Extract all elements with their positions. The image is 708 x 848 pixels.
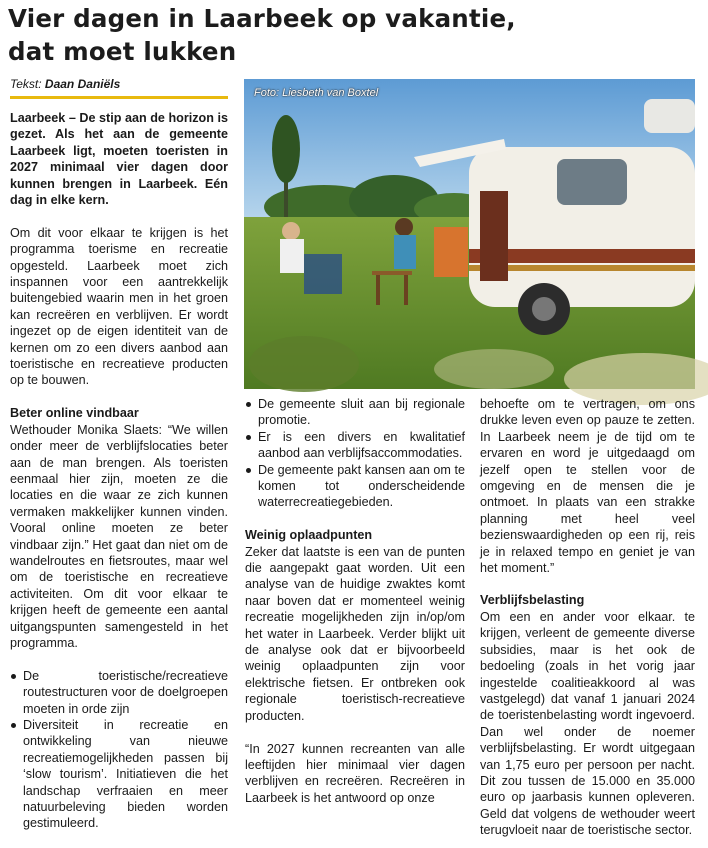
subheading-oplaadpunten: Weinig oplaadpunten [245,528,373,543]
lead-paragraph: Laarbeek – De stip aan de horizon is gezet. Als het aan de gemeente Laarbeek ligt, moeten toeristen in 2027 minimaal vier dagen door kunnen brengen in Laarbeek. Eén dag in elke kern. [10,111,228,208]
camper-photo-illustration [244,79,695,389]
column-1 [10,110,228,848]
paragraph-4-quote: “In 2027 kunnen recreanten van alle leeftijden hier minimaal vier dagen verblijven en recreëren. Recreëren in Laarbeek is het antwoord op onze [245,741,465,805]
article-photo [244,79,695,389]
column-2 [245,396,465,806]
list-item: Er is een divers en kwalitatief aanbod aan verblijfsaccommodaties. [245,429,465,462]
paragraph-1: Om dit voor elkaar te krijgen is het programma toerisme en recreatie opgesteld. Laarbeek moet zich inspannen voor een aantrekkelijk buitengebied waarin men in het groen kan recreëren en verblijven. Er wordt ingezet op de eigen identiteit van de kernen om zo een divers aanbod aan toeristische en recreatieve producten op te bouwen. [10,225,228,388]
byline-prefix: Tekst: [10,77,42,91]
byline-author: Daan Daniëls [44,77,121,91]
byline [10,76,228,92]
headline-line-2: dat moet lukken [8,37,237,66]
list-item: De gemeente sluit aan bij regionale promotie. [245,396,465,429]
headline [8,2,698,68]
quote-continuation [480,396,695,576]
byline-rule [10,96,228,99]
subheading-verblijfsbelasting: Verblijfsbelasting [480,593,585,608]
list-item: De toeristische/recreatieve routestructuren voor de doelgroepen moeten in orde zijn [10,668,228,717]
headline-line-1: Vier dagen in Laarbeek op vakantie, [8,4,516,33]
quote-continuation-text: behoefte om te vertragen, om ons drukke leven even op pauze te zetten. In Laarbeek neem je de tijd om te ervaren en word je uitgedaagd om jezelf open te stellen voor de omgeving en de mensen die je ontmoet. In plaats van een strakke planning met heel veel bezienswaardigheden op een rij, reis je in relaxed tempo en geniet je van het moment.” [480,397,695,576]
bullet-list-1 [10,668,228,832]
list-item: De gemeente pakt kansen aan om te komen tot onderscheidende waterrecreatiegebieden. [245,462,465,511]
subheading-online: Beter online vindbaar [10,406,139,421]
bullet-list-2 [245,396,465,511]
column-3 [480,396,695,839]
paragraph-5: Om een en ander voor elkaar. te krijgen, verleent de gemeente diverse subsidies, maar is het ook de bedoeling (zoals in het vorig jaar ingestelde coalitieakkoord al was vastgelegd) dat vanaf 1 januari 2024 de toeristenbelasting wordt ingevoerd. Dan wel onder de noemer verblijfsbelasting. Er wordt uitgegaan van 1,75 euro per persoon per nacht. Dit zou tussen de 15.000 en 35.000 euro op jaarbasis kunnen opleveren. Geld dat volgens de wethouder weert terugvloeit naar de toeristische sector. [480,609,695,838]
list-item: Diversiteit in recreatie en ontwikkeling van nieuwe recreatiemogelijkheden passen bij ‘slow tourism’. Initiatieven die het landschap verfraaien en meer natuurbeleving bieden worden gestimuleerd. [10,717,228,832]
photo-credit: Foto: Liesbeth van Boxtel [254,87,379,99]
paragraph-3: Zeker dat laatste is een van de punten die aangepakt gaat worden. Uit een analyse van de huidige zwaktes komt naar boven dat er momenteel weinig recreatie mogelijkheden zijn in/op/om het water in Laarbeek. Verder blijkt uit de analyse ook dat er bijvoorbeeld weinig oplaadpunten zijn voor elektrische fietsen. Er ontbreken ook regionale toeristisch-recreatieve producten. [245,544,465,723]
paragraph-2: Wethouder Monika Slaets: “We willen onder meer de verblijfslocaties beter aan de man brengen. Als toeristen eenmaal hier zijn, moeten ze die locaties en die waar ze zich kunnen vermaken makkelijker kunnen vinden. Vooral online moeten ze beter vindbaar zijn.” Het gaat dan niet om de wandelroutes en fietsroutes, maar wel om de toeristische en recreatieve activiteiten. Om dit voor elkaar te krijgen heeft de gemeente een aantal uitgangspunten samengesteld in het programma. [10,422,228,650]
